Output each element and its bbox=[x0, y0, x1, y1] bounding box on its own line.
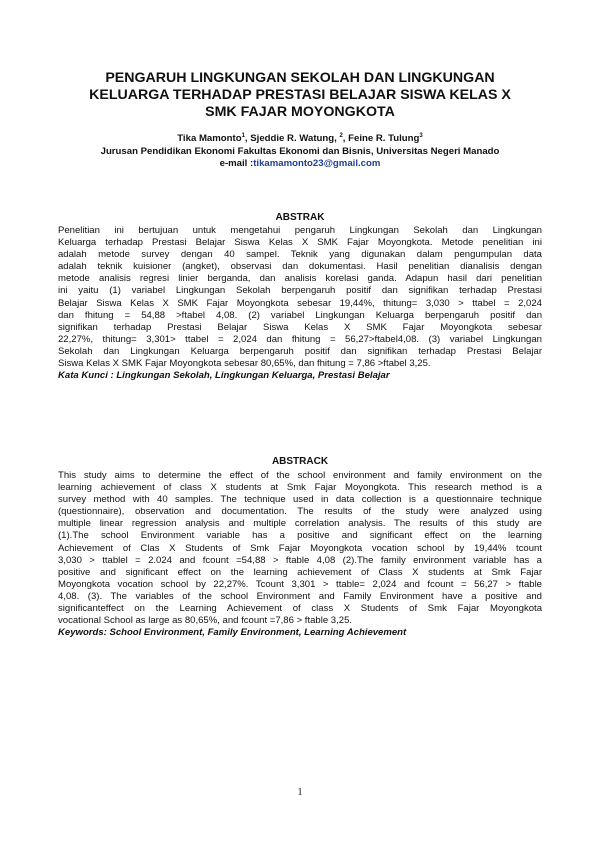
paragraph-line: significanteffect on the Learning Achievement of class X Students of Smk Fajar Moyongkota bbox=[58, 603, 542, 615]
paragraph-line: Penelitian ini bertujuan untuk mengetahui pengaruh Lingkungan Sekolah dan Lingkungan bbox=[58, 225, 542, 236]
author-name: Tika Mamonto bbox=[177, 133, 242, 144]
paragraph-line: 22,27%, thitung= 3,301> ttabel = 2,024 dan fhitung = 56,27>ftabel4,08. (3) variabel Lingkungan bbox=[58, 333, 542, 345]
paragraph-line: Keluarga terhadap Prestasi Belajar Siswa Kelas X SMK Fajar Moyongkota. Metode penelitian ini bbox=[58, 237, 542, 249]
paragraph-line: positive and significant effect on the learning achievement of Class X students at Smk Fajar bbox=[58, 566, 542, 578]
paragraph-line: Sekolah dan Lingkungan Keluarga berpengaruh positif dan signifikan terhadap Prestasi Belajar bbox=[58, 345, 542, 357]
paragraph-line: Belajar Siswa Kelas X SMK Fajar Moyongkota sebesar 19,44%, thitung= 3,030 > ttabel = 2,024 bbox=[58, 297, 542, 309]
author-affiliation: Jurusan Pendidikan Ekonomi Fakultas Ekonomi dan Bisnis, Universitas Negeri Manado bbox=[100, 145, 500, 157]
paragraph-line: learning achievement of class X students at Smk Fajar Moyongkota. This research method is a bbox=[58, 482, 542, 494]
paragraph-line: adalah metode survey dengan 40 sampel. Teknik yang digunakan dalam pengumpulan data bbox=[58, 249, 542, 261]
author-affiliation-marker: 2 bbox=[339, 133, 343, 139]
author-separator: , bbox=[342, 133, 349, 144]
title-line: SMK FAJAR MOYONGKOTA bbox=[205, 104, 395, 120]
author-name: Sjeddie R. Watung, bbox=[250, 133, 340, 144]
paragraph-line: adalah teknik kuisioner (angket), observasi dan dokumentasi. Hasil penelitian dianalisis dengan bbox=[58, 261, 542, 273]
paragraph-line: 3,030 > ttablel = 2.024 and fcount =54,88 > ftable 4,08 (2).The family environment variable has a bbox=[58, 554, 542, 566]
title-line: KELUARGA TERHADAP PRESTASI BELAJAR SISWA KELAS X bbox=[89, 87, 511, 103]
paragraph-line: dan fhitung = 54,88 >ftabel 4,08. (2) variabel Lingkungan Keluarga berpengaruh positif dan bbox=[58, 309, 542, 321]
email-label: e-mail : bbox=[219, 158, 254, 169]
keywords-line: Keywords: School Environment, Family Environment, Learning Achievement bbox=[58, 627, 407, 639]
author-names bbox=[50, 133, 550, 146]
paragraph-line: vocational School as large as 80,65%, and fcount =7,86 > ftable 3,25. bbox=[58, 615, 353, 627]
paragraph-line: metode analisis regresi linier berganda, dan analisis korelasi ganda. Adapun hasil dari penelitian bbox=[58, 273, 542, 285]
keywords-line: Kata Kunci : Lingkungan Sekolah, Lingkungan Keluarga, Prestasi Belajar bbox=[58, 370, 390, 382]
abstrak-body bbox=[58, 225, 542, 382]
abstract-heading: ABSTRACK bbox=[271, 456, 329, 467]
paragraph-line: Achievement of Clas X Students of Smk Fajar Moyongkota vocation school by 19,44% tcount bbox=[58, 542, 542, 554]
paper-title bbox=[60, 70, 540, 121]
author-separator: , bbox=[244, 133, 251, 144]
title-line: PENGARUH LINGKUNGAN SEKOLAH DAN LINGKUNGAN bbox=[105, 70, 495, 86]
paragraph-line: signifikan terhadap Prestasi Belajar Siswa Kelas X SMK Fajar Moyongkota sebesar bbox=[58, 321, 542, 333]
paragraph-line: (1).The school Environment variable has a positive and significant effect on the learning bbox=[58, 530, 542, 542]
abstract-body bbox=[58, 470, 542, 639]
author-block bbox=[50, 133, 550, 171]
author-name: Feine R. Tulung bbox=[348, 133, 420, 144]
email-link[interactable]: tikamamonto23@gmail.com bbox=[253, 158, 381, 169]
paragraph-line: ini yaitu (1) variabel Lingkungan Sekolah berpengaruh positif dan signifikan terhadap Prestasi bbox=[58, 285, 542, 297]
paragraph-line: multiple linear regression analysis and multiple correlation analysis. The results of this study are bbox=[58, 518, 542, 530]
page-number: 1 bbox=[297, 787, 303, 798]
abstrak-heading: ABSTRAK bbox=[275, 212, 325, 223]
paragraph-line: Moyongkota vocation school by 22,27%. Tcount 3,301 > ttable= 2,024 and fcount = 56,27 > ftable bbox=[58, 578, 542, 590]
paragraph-line: survey method with 40 samples. The technique used in data collection is a questionnaire technique bbox=[58, 494, 542, 506]
author-affiliation-marker: 3 bbox=[419, 133, 423, 139]
paragraph-line: (questionnaire), observation and documentation. The results of the study were analyzed using bbox=[58, 506, 542, 518]
author-affiliation-marker: 1 bbox=[241, 133, 245, 139]
author-email-line bbox=[50, 158, 550, 171]
paragraph-line: Siswa Kelas X SMK Fajar Moyongkota sebesar 80,65%, dan fhitung = 7,86 >ftabel 3,25. bbox=[58, 358, 431, 370]
paragraph-line: This study aims to determine the effect of the school environment and family environment on the bbox=[58, 470, 542, 481]
paragraph-line: 4,08. (3). The variables of the school Environment and Family Environment have a positive and bbox=[58, 590, 542, 602]
